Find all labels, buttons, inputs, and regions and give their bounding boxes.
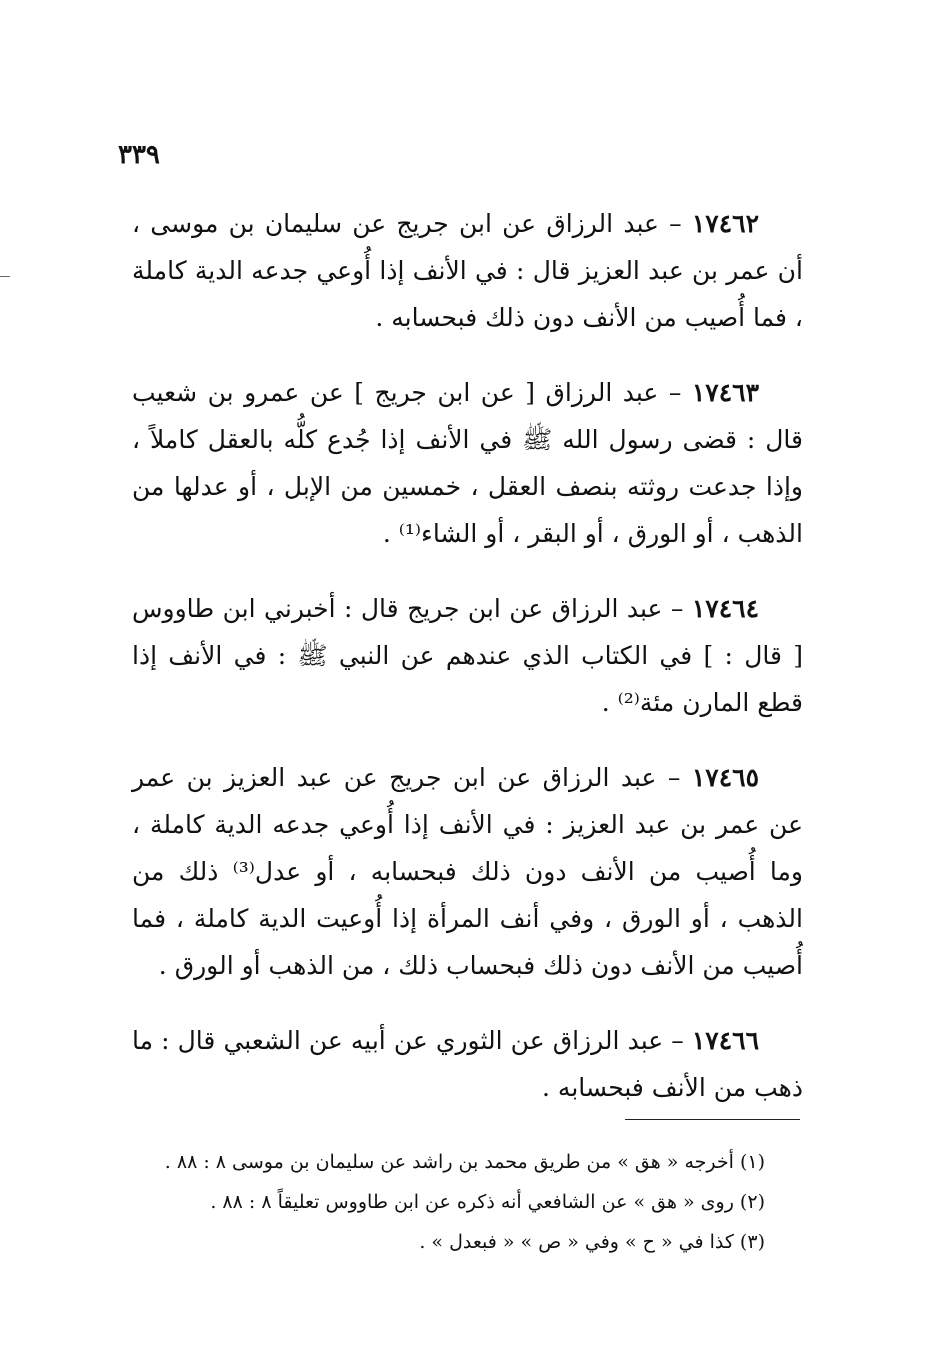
hadith-text: – عبد الرزاق عن ابن جريج عن عبد العزيز بن عمر عن عمر بن عبد العزيز : في الأنف إذا أُوعي جدعه الدية كاملة ، وما أُصيب من الأنف دون ذلك فبحسابه ، أو عدل⁽³⁾ ذلك من الذهب ، أو الورق ، وفي أنف المرأة إذا أُوعيت الدية كاملة ، فما أُصيب من الأنف دون ذلك فبحساب ذلك ، من الذهب أو الورق .	[132, 763, 804, 980]
hadith-text: – عبد الرزاق [ عن ابن جريج ] عن عمرو بن شعيب قال : قضى رسول الله ﷺ في الأنف إذا جُدع كلُّه بالعقل كاملاً ، وإذا جدعت روثته بنصف العقل ، خمسين من الإبل ، أو عدلها من الذهب ، أو الورق ، أو البقر ، أو الشاء⁽¹⁾ .	[132, 378, 803, 548]
hadith-paragraph	[132, 1017, 803, 1111]
footnote: (١) أخرجه « هق » من طريق محمد بن راشد عن سليمان بن موسى ٨ : ٨٨ .	[164, 1151, 765, 1173]
page-number: ٣٣٩	[118, 140, 160, 170]
hadith-text: – عبد الرزاق عن ابن جريج عن سليمان بن موسى ، أن عمر بن عبد العزيز قال : في الأنف إذا أُوعي جدعه الدية كاملة ، فما أُصيب من الأنف دون ذلك فبحسابه .	[132, 209, 803, 332]
hadith-number: ١٧٤٦٢	[691, 209, 759, 238]
hadith-number: ١٧٤٦٣	[691, 378, 759, 407]
hadith-number: ١٧٤٦٥	[691, 763, 759, 792]
footnote: (٣) كذا في « ح » وفي « ص » « فبعدل » .	[419, 1231, 765, 1253]
footnotes	[150, 1142, 765, 1262]
hadith-number: ١٧٤٦٦	[691, 1026, 759, 1055]
hadith-text: – عبد الرزاق عن الثوري عن أبيه عن الشعبي قال : ما ذهب من الأنف فبحسابه .	[132, 1026, 803, 1102]
hadith-paragraph	[132, 369, 803, 557]
hadith-paragraph	[132, 200, 803, 341]
hadith-paragraph	[132, 585, 803, 726]
main-text	[132, 200, 803, 1139]
hadith-text: – عبد الرزاق عن ابن جريج قال : أخبرني ابن طاووس [ قال : ] في الكتاب الذي عندهم عن النبي ﷺ : في الأنف إذا قطع المارن مئة⁽²⁾ .	[132, 594, 803, 717]
footnote-separator	[625, 1119, 800, 1120]
page-edge-mark	[0, 276, 10, 277]
footnote: (٢) روى « هق » عن الشافعي أنه ذكره عن ابن طاووس تعليقاً ٨ : ٨٨ .	[210, 1191, 765, 1213]
hadith-paragraph	[132, 754, 803, 989]
hadith-number: ١٧٤٦٤	[691, 594, 759, 623]
